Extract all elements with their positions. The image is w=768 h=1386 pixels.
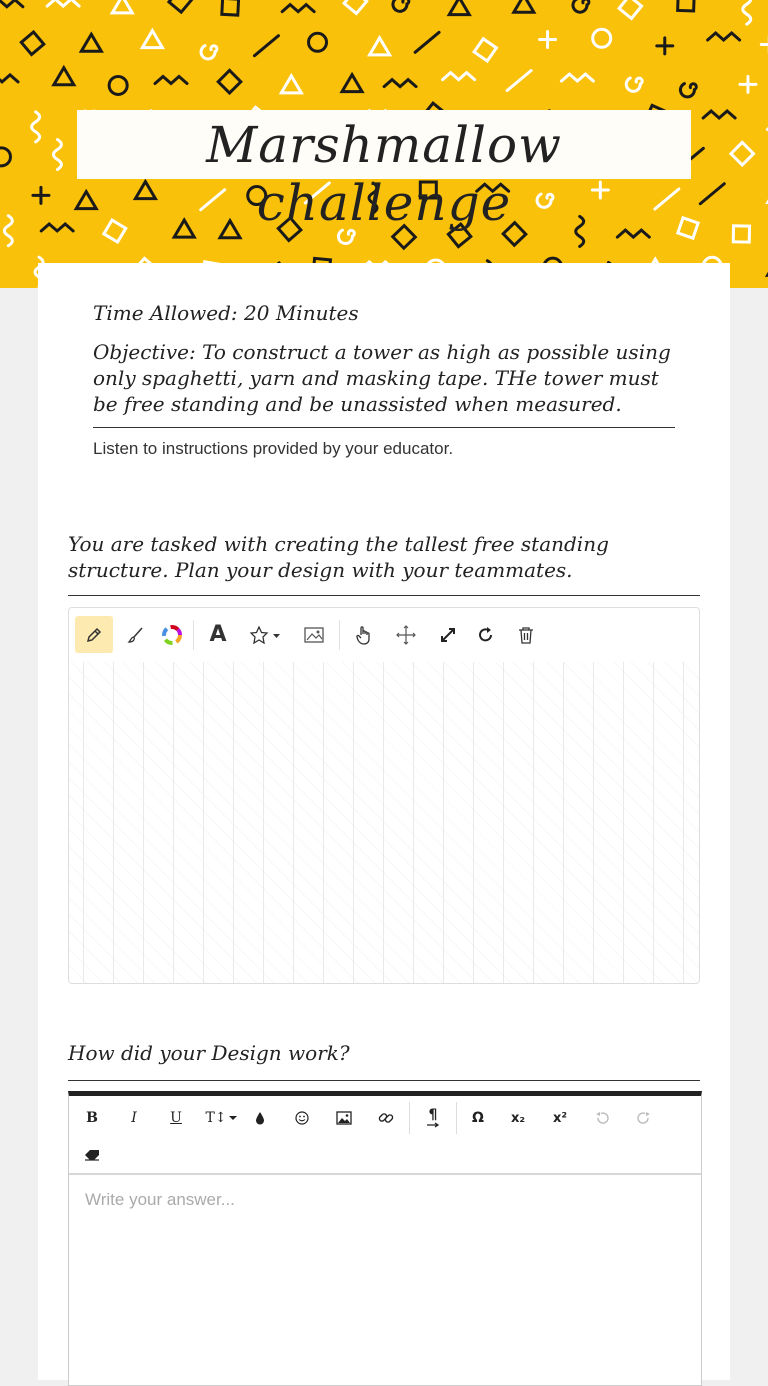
superscript-button[interactable]: x²: [545, 1104, 575, 1132]
pencil-icon[interactable]: [75, 616, 113, 653]
pattern-shape: [342, 75, 362, 92]
pattern-shape: [761, 36, 768, 52]
redo-icon[interactable]: [467, 616, 505, 653]
pattern-shape: [678, 0, 695, 11]
pattern-shape: [309, 33, 327, 51]
pattern-shape: [708, 33, 740, 40]
pattern-shape: [81, 34, 101, 51]
pattern-shape: [731, 142, 754, 165]
pattern-shape: [415, 32, 439, 52]
paragraph-direction-button[interactable]: [418, 1104, 448, 1132]
bold-button[interactable]: B: [77, 1104, 107, 1132]
brush-icon[interactable]: [117, 616, 155, 653]
color-wheel-icon[interactable]: [153, 616, 191, 653]
toolbar-separator: [456, 1102, 457, 1134]
toolbar-separator: [339, 620, 340, 650]
question-2-prompt: How did your Design work?: [68, 1041, 350, 1065]
pattern-shape: [449, 0, 469, 15]
objective-text: Objective: To construct a tower as high as possible using only spaghetti, yarn and masking tape. THe tower must be free standing and be unassisted when measured.: [93, 339, 683, 417]
title-box: [77, 110, 691, 179]
link-icon[interactable]: [371, 1104, 401, 1132]
divider: [68, 1080, 700, 1081]
divider: [68, 595, 700, 596]
pattern-shape: [703, 111, 735, 118]
pattern-shape: [474, 39, 496, 61]
expand-icon[interactable]: [429, 616, 467, 653]
pattern-shape: [680, 84, 696, 97]
pattern-shape: [142, 31, 162, 48]
emoji-icon[interactable]: [287, 1104, 317, 1132]
pattern-shape: [218, 70, 241, 93]
pattern-shape: [384, 80, 416, 87]
pattern-shape: [109, 76, 127, 94]
pattern-shape: [33, 187, 49, 203]
drawing-toolbar: [69, 608, 699, 663]
pattern-shape: [155, 76, 187, 83]
star-shape-icon[interactable]: [243, 616, 291, 653]
pattern-shape: [733, 226, 749, 242]
pattern-shape: [743, 0, 751, 24]
instructions-text: Listen to instructions provided by your educator.: [93, 439, 453, 459]
pattern-shape: [21, 32, 44, 55]
paragraph-label: ¶: [429, 1108, 438, 1122]
text-color-icon[interactable]: [245, 1104, 275, 1132]
page-title: Marshmallow challenge: [77, 116, 691, 232]
header-banner: [0, 0, 768, 288]
pattern-shape: [201, 46, 217, 59]
pattern-shape: [0, 75, 18, 82]
time-allowed-text: Time Allowed: 20 Minutes: [93, 301, 359, 325]
divider: [93, 427, 675, 428]
pattern-shape: [4, 216, 12, 246]
pattern-shape: [619, 0, 642, 18]
hand-pointer-icon[interactable]: [345, 616, 383, 653]
move-icon[interactable]: [387, 616, 425, 653]
text-size-button[interactable]: [203, 1104, 239, 1132]
pattern-shape: [740, 76, 756, 92]
pattern-shape: [370, 38, 390, 55]
pattern-shape: [32, 112, 40, 142]
pattern-shape: [443, 73, 475, 80]
pattern-shape: [112, 0, 132, 13]
subscript-button[interactable]: x₂: [503, 1104, 533, 1132]
question-1-prompt: You are tasked with creating the tallest free standing structure. Plan your design with your teammates.: [68, 531, 648, 583]
pattern-shape: [0, 0, 23, 7]
pattern-shape: [626, 78, 642, 91]
drawing-widget: [68, 607, 700, 984]
pattern-shape: [47, 0, 79, 6]
pattern-shape: [41, 224, 73, 231]
drawing-canvas[interactable]: [69, 662, 699, 983]
eraser-icon[interactable]: [77, 1141, 107, 1169]
answer-placeholder[interactable]: Write your answer...: [85, 1190, 235, 1210]
underline-button[interactable]: U: [161, 1104, 191, 1132]
pattern-shape: [540, 32, 556, 48]
pattern-shape: [254, 36, 278, 56]
pattern-shape: [53, 140, 61, 170]
pattern-shape: [222, 0, 239, 15]
image-icon[interactable]: [295, 616, 333, 653]
rich-text-editor: [68, 1091, 702, 1386]
special-character-button[interactable]: Ω: [463, 1104, 493, 1132]
pattern-shape: [593, 29, 611, 47]
editor-toolbar: [69, 1096, 701, 1175]
redo-icon[interactable]: [629, 1104, 659, 1132]
arrow-right-icon: [426, 1122, 440, 1128]
pattern-shape: [700, 184, 724, 204]
pattern-shape: [573, 0, 589, 12]
pattern-shape: [338, 230, 354, 243]
pattern-shape: [657, 38, 673, 54]
toolbar-separator: [193, 620, 194, 650]
pattern-shape: [169, 0, 192, 12]
italic-button[interactable]: I: [119, 1104, 149, 1132]
pattern-shape: [507, 71, 531, 91]
caret-down-icon: [229, 1115, 237, 1121]
pattern-shape: [281, 76, 301, 93]
pattern-shape: [54, 68, 74, 85]
worksheet-card: [38, 263, 730, 1380]
pattern-shape: [514, 0, 534, 12]
pattern-shape: [393, 0, 409, 11]
trash-icon[interactable]: [507, 616, 545, 653]
text-icon[interactable]: A: [199, 616, 237, 653]
text-size-label: T↕: [205, 1110, 226, 1126]
pattern-shape: [561, 74, 593, 81]
insert-image-icon[interactable]: [329, 1104, 359, 1132]
pattern-shape: [282, 5, 314, 12]
pattern-shape: [344, 0, 367, 14]
undo-icon[interactable]: [587, 1104, 617, 1132]
toolbar-separator: [409, 1102, 410, 1134]
pattern-shape: [0, 148, 10, 166]
